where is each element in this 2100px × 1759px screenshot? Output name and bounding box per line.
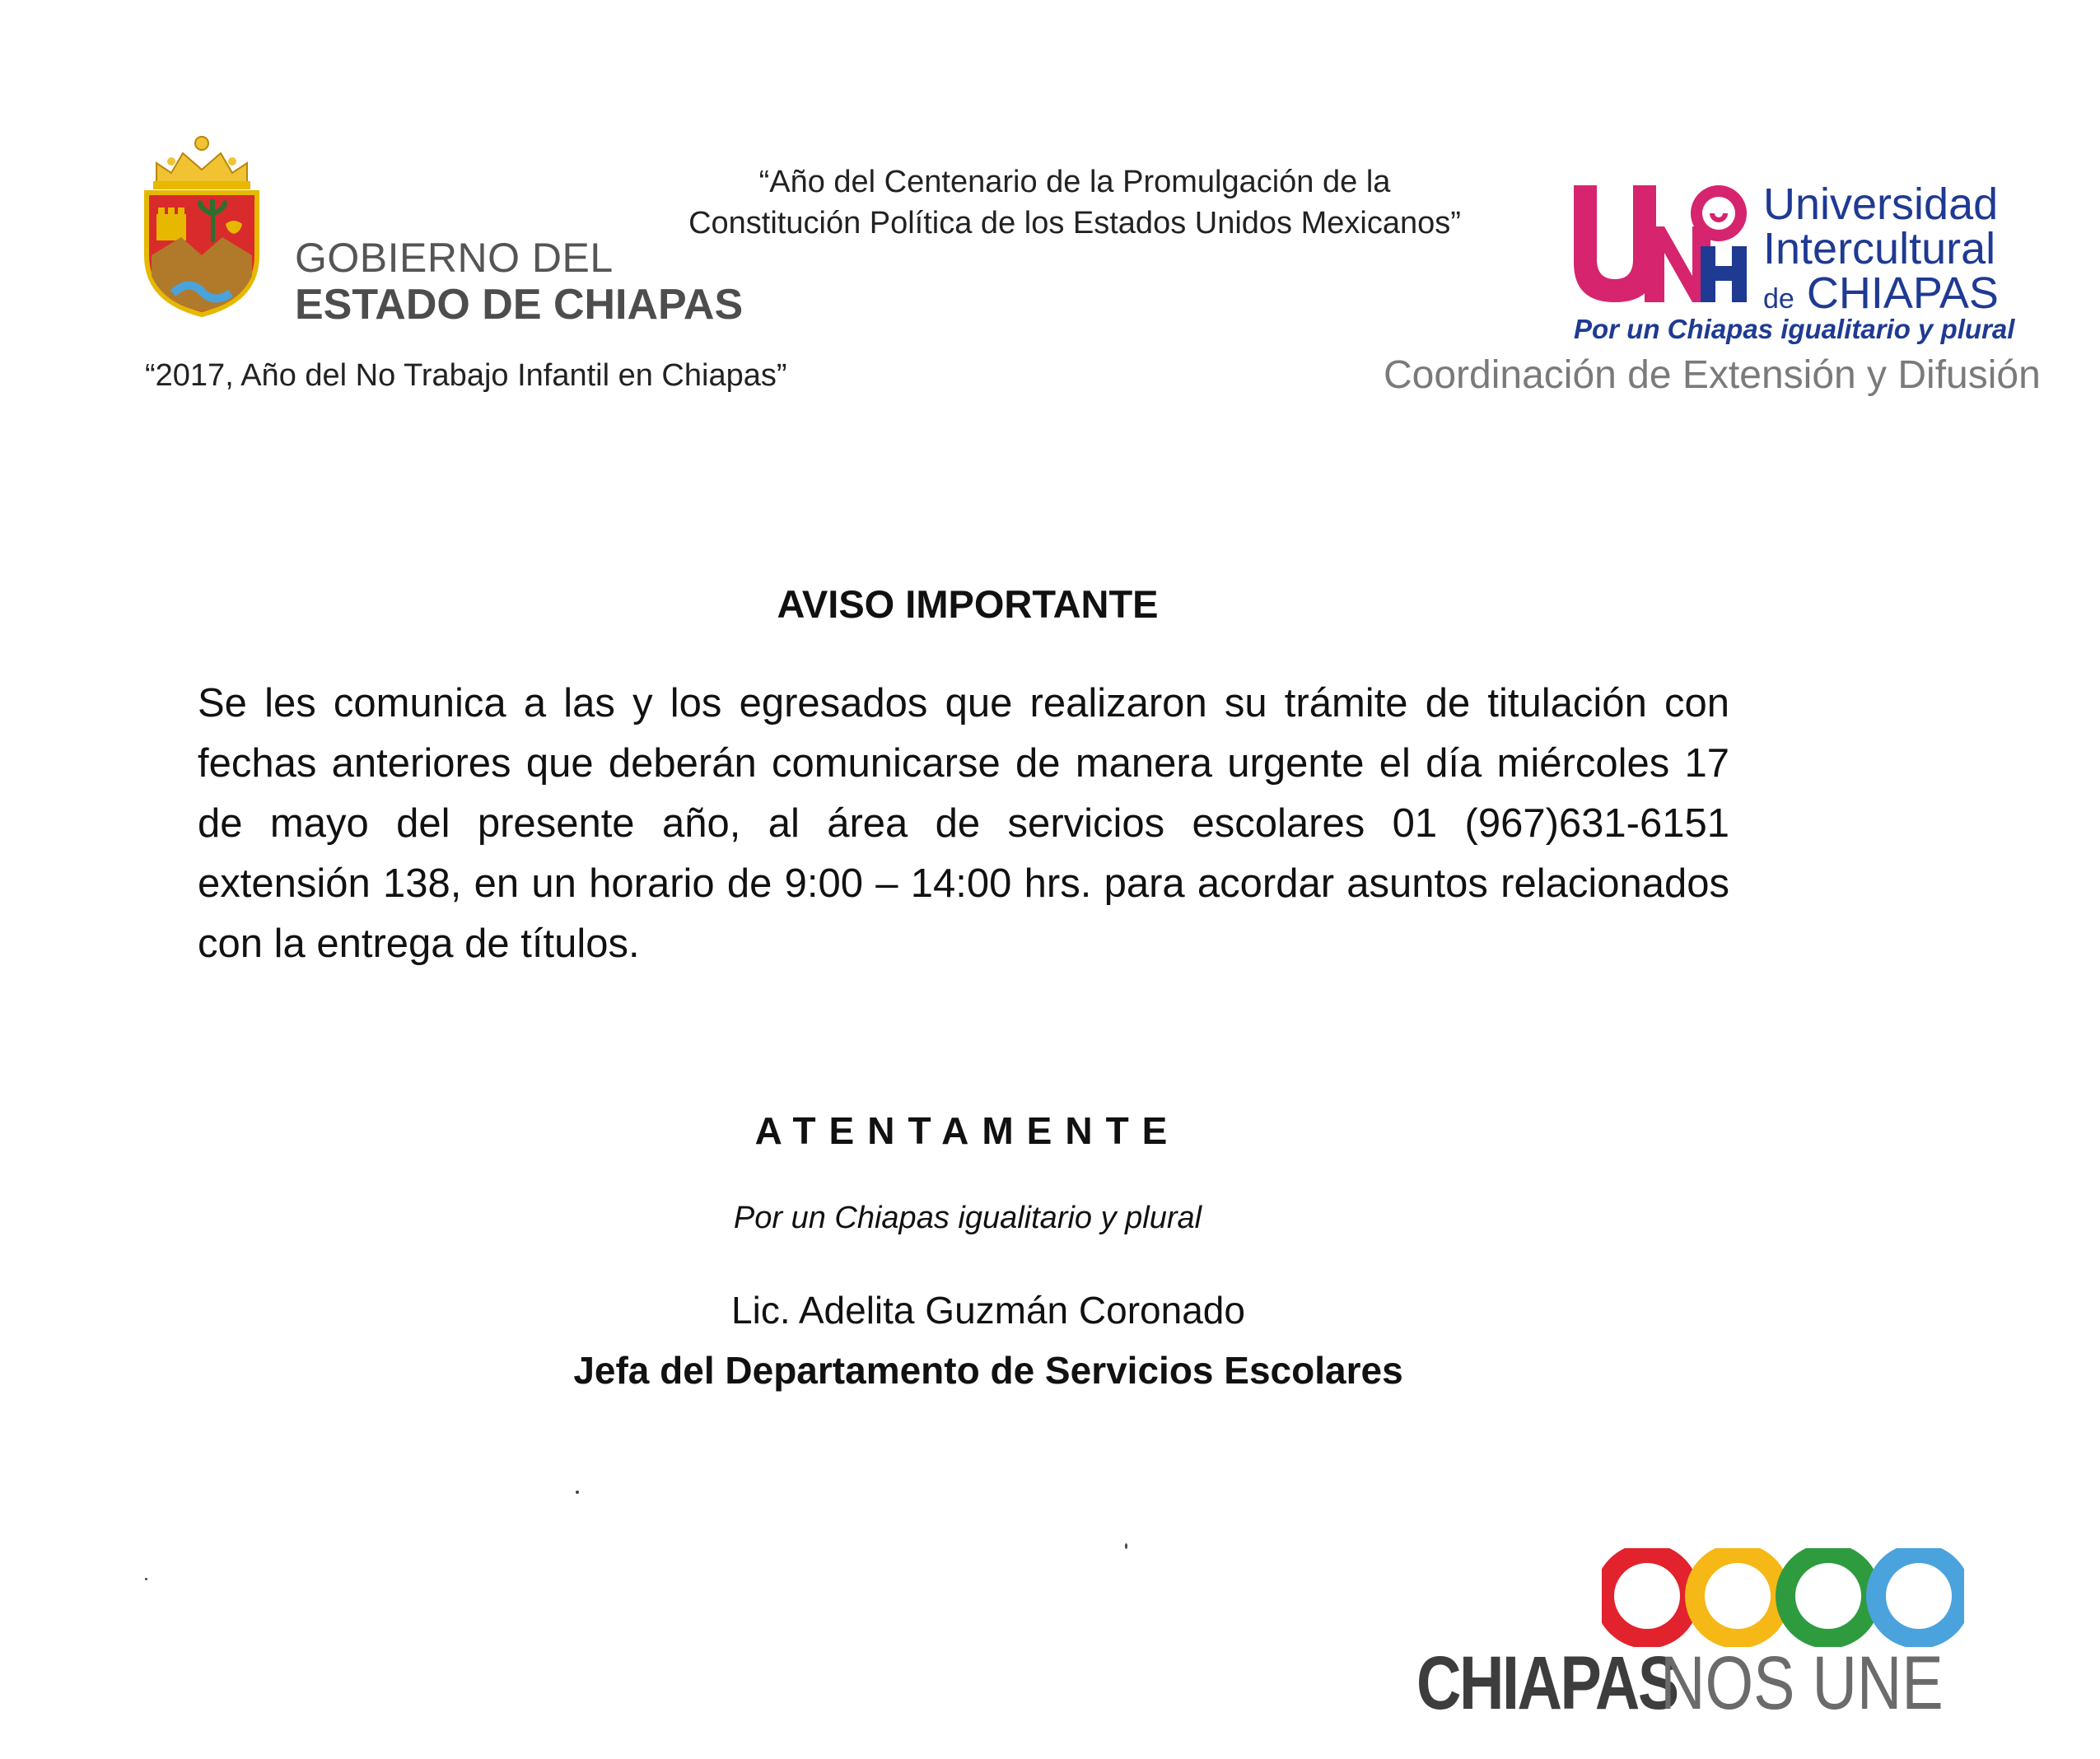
university-name-line2: Intercultural bbox=[1763, 224, 1996, 273]
unich-logo-icon bbox=[1569, 177, 1758, 309]
signer-name: Lic. Adelita Guzmán Coronado bbox=[731, 1289, 1245, 1332]
centenary-motto-line2: Constitución Política de los Estados Unidos Mexicanos” bbox=[688, 206, 1461, 240]
scan-speck bbox=[576, 1491, 579, 1494]
signer-title: Jefa del Departamento de Servicios Escolares bbox=[573, 1349, 1403, 1392]
notice-body: Se les comunica a las y los egresados que realizaron su trámite de titulación con fechas anteriores que deberán comunicarse de manera urgente el día miércoles 17 de mayo del presente año, al área de servicios escolares 01 (967)631-6151 extensión 138, en un horario de 9:00 – 14:00 hrs. para acordar asuntos relacionados con la entrega de títulos. bbox=[198, 681, 1729, 966]
centenary-motto-line1: “Año del Centenario de la Promulgación de la bbox=[758, 165, 1391, 199]
chiapas-nos-une-logo bbox=[1416, 1540, 1976, 1729]
chiapas-nos-une-rings-icon bbox=[1602, 1548, 1964, 1647]
university-name-prefix: de bbox=[1763, 283, 1794, 315]
university-tagline: Por un Chiapas igualitario y plural bbox=[1574, 314, 2015, 344]
scan-speck bbox=[145, 1578, 147, 1580]
coat-of-arms-icon bbox=[140, 132, 264, 321]
department-name: Coordinación de Extensión y Difusión bbox=[1384, 353, 2041, 397]
university-header bbox=[1569, 177, 2030, 342]
scan-speck bbox=[1125, 1543, 1127, 1549]
government-name-line1: GOBIERNO DEL bbox=[295, 235, 614, 281]
university-name-line1: Universidad bbox=[1763, 180, 1999, 229]
chiapas-nos-une-wordmark bbox=[1416, 1641, 2005, 1725]
government-name bbox=[295, 235, 744, 329]
wordmark-bold: CHIAPAS bbox=[1416, 1641, 1678, 1725]
university-name bbox=[1763, 180, 1999, 318]
government-motto: “2017, Año del No Trabajo Infantil en Chiapas” bbox=[145, 358, 787, 393]
closing-salutation: ATENTAMENTE bbox=[754, 1109, 1181, 1152]
government-name-line2: ESTADO DE CHIAPAS bbox=[295, 281, 744, 329]
notice-title: AVISO IMPORTANTE bbox=[777, 582, 1159, 626]
university-name-line3 bbox=[1763, 268, 1999, 318]
university-name-state: CHIAPAS bbox=[1806, 268, 1999, 318]
wordmark-light: NOS UNE bbox=[1660, 1641, 1944, 1725]
centenary-motto bbox=[634, 161, 1515, 244]
closing-motto: Por un Chiapas igualitario y plural bbox=[733, 1201, 1202, 1235]
